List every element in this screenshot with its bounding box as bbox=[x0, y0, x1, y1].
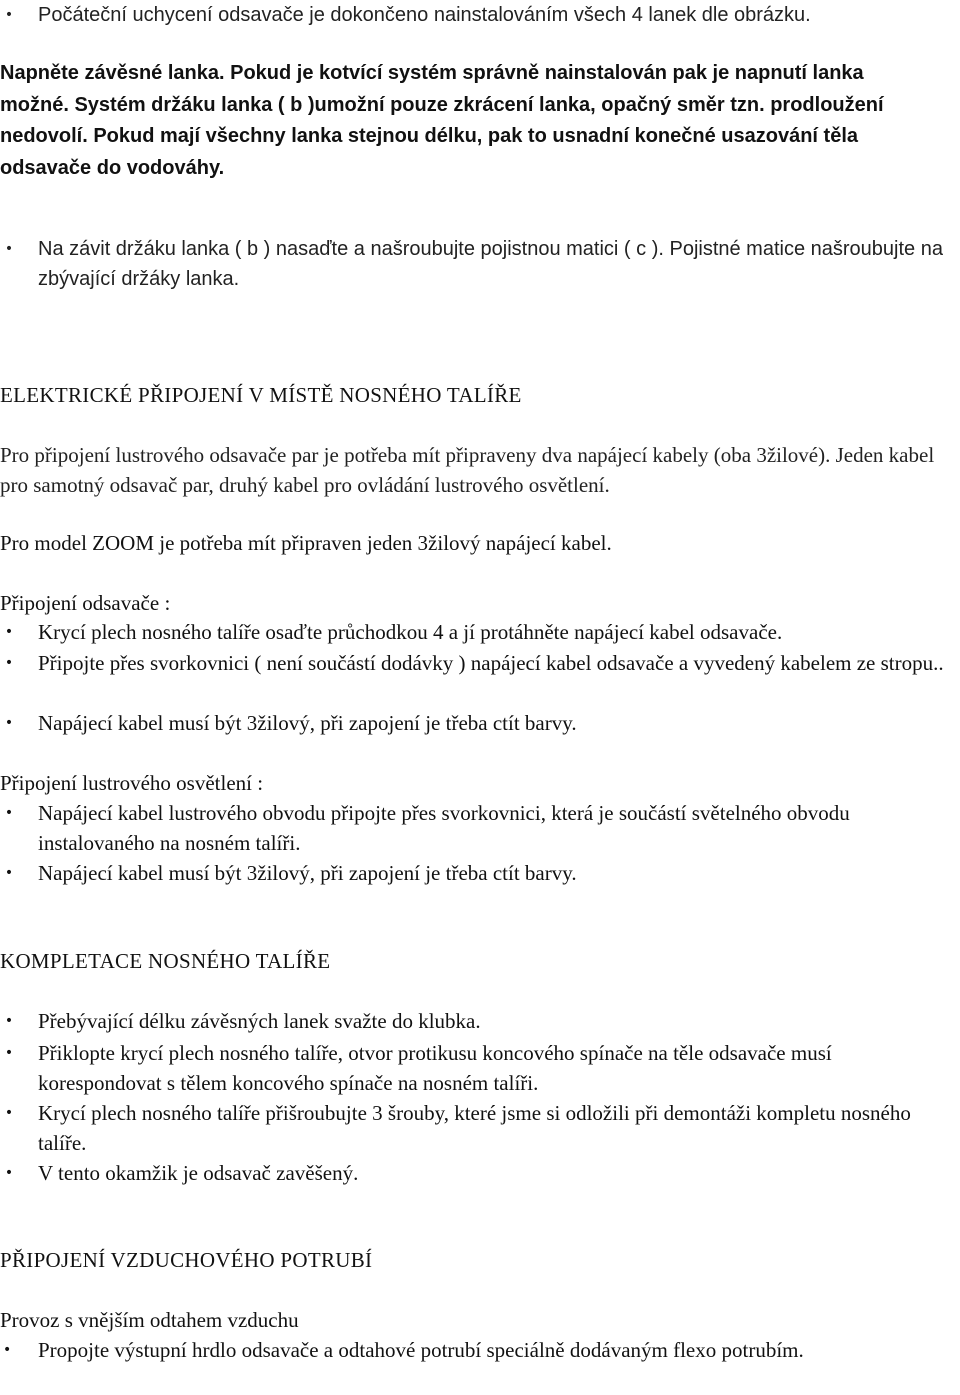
bullet-icon: • bbox=[4, 7, 14, 23]
bullet-icon: • bbox=[4, 624, 14, 640]
bullet-icon: • bbox=[3, 1342, 12, 1358]
list-item bbox=[0, 858, 950, 888]
list-item-text: Napájecí kabel musí být 3žilový, při zapojení je třeba ctít barvy. bbox=[38, 861, 577, 885]
list-item bbox=[0, 0, 950, 30]
list-item-text: V tento okamžik je odsavač zavěšený. bbox=[38, 1161, 359, 1185]
list-item-text: Přiklopte krycí plech nosného talíře, otvor protikusu koncového spínače na těle odsavače musí korespondovat s tělem koncového spínače na nosném talíři. bbox=[38, 1041, 832, 1095]
list-item-text: Propojte výstupní hrdlo odsavače a odtahové potrubí speciálně dodávaným flexo potrubím. bbox=[38, 1338, 804, 1362]
list-item bbox=[0, 648, 950, 678]
bullet-icon: • bbox=[4, 805, 14, 821]
bullet-icon: • bbox=[4, 865, 14, 881]
list-item-text: Napájecí kabel musí být 3žilový, při zapojení je třeba ctít barvy. bbox=[38, 711, 577, 735]
list-item-text: Krycí plech nosného talíře přišroubujte 3 šrouby, které jsme si odložili při demontáži kompletu nosného talíře. bbox=[38, 1101, 911, 1155]
electrical-paragraph bbox=[0, 440, 945, 500]
bullet-icon: • bbox=[4, 1165, 14, 1181]
subsection-title-exhaust: Provoz s vnějším odtahem vzduchu bbox=[0, 1308, 299, 1332]
list-item bbox=[0, 1098, 950, 1158]
list-item-text: Připojte přes svorkovnici ( není součástí dodávky ) napájecí kabel odsavače a vyvedený kabelem ze stropu.. bbox=[38, 651, 944, 675]
list-item-text: Počáteční uchycení odsavače je dokončeno nainstalováním všech 4 lanek dle obrázku. bbox=[38, 4, 811, 26]
zoom-line: Pro model ZOOM je potřeba mít připraven jeden 3žilový napájecí kabel. bbox=[0, 531, 612, 555]
bullet-icon: • bbox=[4, 1013, 14, 1029]
list-item-text: Na závit držáku lanka ( b ) nasaďte a našroubujte pojistnou matici ( c ). Pojistné matice našroubujte na zbývající držáky lanka. bbox=[38, 238, 943, 290]
list-item bbox=[0, 617, 950, 647]
list-item bbox=[0, 1335, 958, 1365]
list-item bbox=[0, 708, 950, 738]
tension-paragraph: Napněte závěsné lanka. Pokud je kotvící systém správně nainstalován pak je napnutí lanka možné. Systém držáku lanka ( b )umožní pouze zkrácení lanka, opačný směr tzn. prodloužení nedovolí. Pokud mají všechny lanka stejnou délku, pak to usnadní konečné usazování těla odsavače do vodováhy. bbox=[0, 62, 884, 179]
bullet-icon: • bbox=[4, 715, 14, 731]
list-item-text: Napájecí kabel lustrového obvodu připojte přes svorkovnici, která je součástí světelného obvodu instalovaného na nosném talíři. bbox=[38, 801, 850, 855]
list-item-text: Přebývající délku závěsných lanek svažte do klubka. bbox=[38, 1009, 481, 1033]
section-heading-air-duct: PŘIPOJENÍ VZDUCHOVÉHO POTRUBÍ bbox=[0, 1248, 373, 1272]
bullet-icon: • bbox=[4, 1045, 14, 1061]
list-item bbox=[0, 234, 945, 294]
list-item bbox=[0, 1038, 950, 1098]
subsection-title-light: Připojení lustrového osvětlení : bbox=[0, 771, 264, 795]
section-heading-assembly: KOMPLETACE NOSNÉHO TALÍŘE bbox=[0, 949, 331, 973]
list-item bbox=[0, 1158, 950, 1188]
list-item bbox=[0, 798, 950, 858]
section-heading-electrical: ELEKTRICKÉ PŘIPOJENÍ V MÍSTĚ NOSNÉHO TALÍŘE bbox=[0, 383, 522, 407]
subsection-title-hood: Připojení odsavače : bbox=[0, 591, 171, 615]
electrical-paragraph-text: Pro připojení lustrového odsavače par je potřeba mít připraveny dva napájecí kabely (oba 3žilové). Jeden kabel pro samotný odsavač par, druhý kabel pro ovládání lustrového osvětlení. bbox=[0, 443, 935, 497]
bullet-icon: • bbox=[4, 241, 14, 257]
bullet-icon: • bbox=[4, 1105, 14, 1121]
bullet-icon: • bbox=[4, 655, 14, 671]
list-item bbox=[0, 1006, 950, 1036]
list-item-text: Krycí plech nosného talíře osaďte průchodkou 4 a jí protáhněte napájecí kabel odsavače. bbox=[38, 620, 783, 644]
